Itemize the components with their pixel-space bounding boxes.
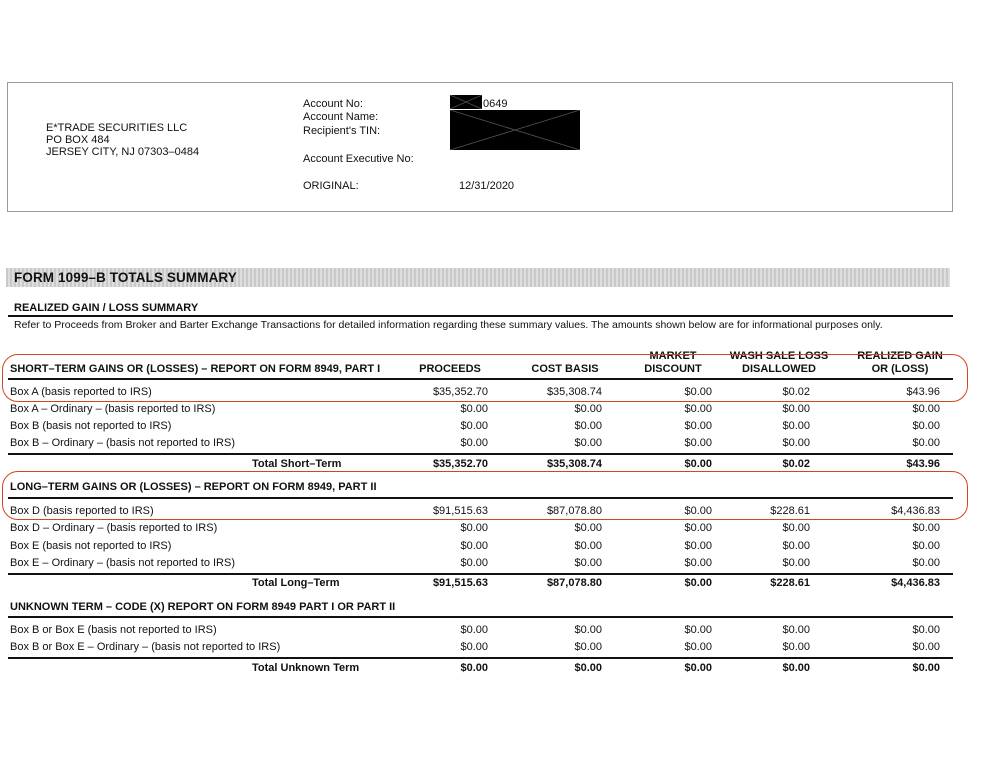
table-cell: $0.00 [574, 437, 602, 449]
table-row-label: Box B or Box E (basis not reported to IRS) [10, 624, 217, 636]
table-cell: $0.00 [460, 557, 488, 569]
table-cell: $0.00 [684, 522, 712, 534]
col-realized-line2: OR (LOSS) [871, 363, 929, 375]
unknown-term-total-rule [8, 657, 953, 659]
table-cell: $0.00 [574, 420, 602, 432]
table-cell: $35,352.70 [432, 386, 488, 398]
table-cell: $0.00 [460, 403, 488, 415]
unknown-term-header-rule [8, 616, 953, 618]
table-cell: $0.00 [684, 505, 712, 517]
account-exec-label: Account Executive No: [303, 153, 414, 165]
total-cell: $35,308.74 [546, 458, 602, 470]
table-cell: $0.00 [684, 557, 712, 569]
table-cell: $0.02 [782, 386, 810, 398]
table-cell: $0.00 [460, 420, 488, 432]
table-row-label: Box D – Ordinary – (basis reported to IRS) [10, 522, 218, 534]
table-cell: $4,436.83 [891, 505, 940, 517]
table-cell: $0.00 [460, 624, 488, 636]
redaction-account-no [450, 95, 482, 109]
long-term-header-rule [8, 497, 953, 499]
table-cell: $0.00 [684, 641, 712, 653]
col-realized-line1: REALIZED GAIN [857, 350, 943, 362]
table-cell: $0.00 [782, 641, 810, 653]
col-cost-basis: COST BASIS [531, 363, 599, 375]
table-cell: $0.00 [782, 403, 810, 415]
redaction-name-tin [450, 110, 580, 150]
short-term-header-rule [8, 378, 953, 380]
table-cell: $0.00 [782, 522, 810, 534]
table-cell: $0.00 [684, 386, 712, 398]
table-cell: $0.00 [460, 641, 488, 653]
company-line-1: E*TRADE SECURITIES LLC [46, 122, 188, 134]
original-date: 12/31/2020 [459, 180, 515, 192]
table-cell: $0.00 [912, 403, 940, 415]
total-cell: $0.00 [912, 662, 940, 674]
table-row-label: Box B (basis not reported to IRS) [10, 420, 172, 432]
table-cell: $0.00 [912, 624, 940, 636]
table-cell: $0.00 [460, 540, 488, 552]
col-wash-sale-line2: DISALLOWED [742, 363, 816, 375]
table-row-label: Box B or Box E – Ordinary – (basis not reported to IRS) [10, 641, 281, 653]
table-cell: $0.00 [684, 540, 712, 552]
short-term-title: SHORT–TERM GAINS OR (LOSSES) – REPORT ON FORM 8949, PART I [10, 363, 381, 375]
total-cell: $0.00 [460, 662, 488, 674]
total-short-term-label: Total Short–Term [252, 458, 342, 470]
total-long-term-label: Total Long–Term [252, 577, 340, 589]
total-cell: $35,352.70 [432, 458, 488, 470]
table-row-label: Box B – Ordinary – (basis not reported to IRS) [10, 437, 235, 449]
table-cell: $0.00 [912, 540, 940, 552]
col-market-discount-line1: MARKET [649, 350, 697, 362]
total-cell: $228.61 [770, 577, 810, 589]
total-cell: $91,515.63 [432, 577, 488, 589]
table-cell: $0.00 [782, 540, 810, 552]
table-cell: $0.00 [912, 522, 940, 534]
table-cell: $0.00 [460, 437, 488, 449]
total-cell: $87,078.80 [546, 577, 602, 589]
table-cell: $0.00 [912, 557, 940, 569]
section-rule [8, 315, 953, 317]
total-unknown-term-label: Total Unknown Term [252, 662, 360, 674]
table-cell: $0.00 [684, 403, 712, 415]
col-wash-sale-line1: WASH SALE LOSS [729, 350, 829, 362]
table-row-label: Box A – Ordinary – (basis reported to IRS) [10, 403, 216, 415]
unknown-term-title: UNKNOWN TERM – CODE (X) REPORT ON FORM 8949 PART I OR PART II [10, 601, 396, 613]
form-title: FORM 1099–B TOTALS SUMMARY [14, 270, 237, 285]
long-term-title: LONG–TERM GAINS OR (LOSSES) – REPORT ON FORM 8949, PART II [10, 481, 377, 493]
company-line-3: JERSEY CITY, NJ 07303–0484 [46, 146, 200, 158]
table-cell: $0.00 [912, 641, 940, 653]
total-cell: $0.00 [574, 662, 602, 674]
total-cell: $0.00 [684, 577, 712, 589]
table-row-label: Box D (basis reported to IRS) [10, 505, 154, 517]
account-no-suffix: 0649 [483, 98, 508, 110]
table-cell: $0.00 [912, 437, 940, 449]
table-cell: $0.00 [460, 522, 488, 534]
original-label: ORIGINAL: [303, 180, 359, 192]
table-cell: $0.00 [574, 522, 602, 534]
table-row-label: Box A (basis reported to IRS) [10, 386, 152, 398]
table-cell: $0.00 [574, 641, 602, 653]
total-cell: $0.02 [782, 458, 810, 470]
company-line-2: PO BOX 484 [46, 134, 110, 146]
table-cell: $35,308.74 [546, 386, 602, 398]
table-cell: $91,515.63 [432, 505, 488, 517]
table-cell: $0.00 [912, 420, 940, 432]
table-cell: $228.61 [770, 505, 810, 517]
table-cell: $0.00 [782, 420, 810, 432]
total-cell: $0.00 [684, 662, 712, 674]
short-term-total-rule [8, 453, 953, 455]
col-market-discount-line2: DISCOUNT [644, 363, 702, 375]
total-cell: $0.00 [684, 458, 712, 470]
account-no-label: Account No: [303, 98, 363, 110]
table-cell: $0.00 [574, 540, 602, 552]
account-name-label: Account Name: [303, 111, 379, 123]
table-cell: $0.00 [574, 557, 602, 569]
table-cell: $0.00 [684, 624, 712, 636]
table-cell: $0.00 [782, 437, 810, 449]
table-cell: $0.00 [574, 624, 602, 636]
section-title: REALIZED GAIN / LOSS SUMMARY [14, 302, 199, 314]
table-cell: $43.96 [906, 386, 940, 398]
table-cell: $0.00 [684, 437, 712, 449]
total-cell: $43.96 [906, 458, 940, 470]
table-row-label: Box E – Ordinary – (basis not reported to IRS) [10, 557, 235, 569]
table-cell: $0.00 [684, 420, 712, 432]
total-cell: $0.00 [782, 662, 810, 674]
long-term-total-rule [8, 573, 953, 575]
recipient-tin-label: Recipient's TIN: [303, 125, 381, 137]
total-cell: $4,436.83 [891, 577, 940, 589]
summary-note: Refer to Proceeds from Broker and Barter Exchange Transactions for detailed information regarding these summary values. The amounts shown below are for informational purposes only. [14, 319, 883, 331]
table-row-label: Box E (basis not reported to IRS) [10, 540, 172, 552]
table-cell: $0.00 [782, 624, 810, 636]
col-proceeds: PROCEEDS [419, 363, 481, 375]
table-cell: $0.00 [574, 403, 602, 415]
table-cell: $0.00 [782, 557, 810, 569]
table-cell: $87,078.80 [546, 505, 602, 517]
